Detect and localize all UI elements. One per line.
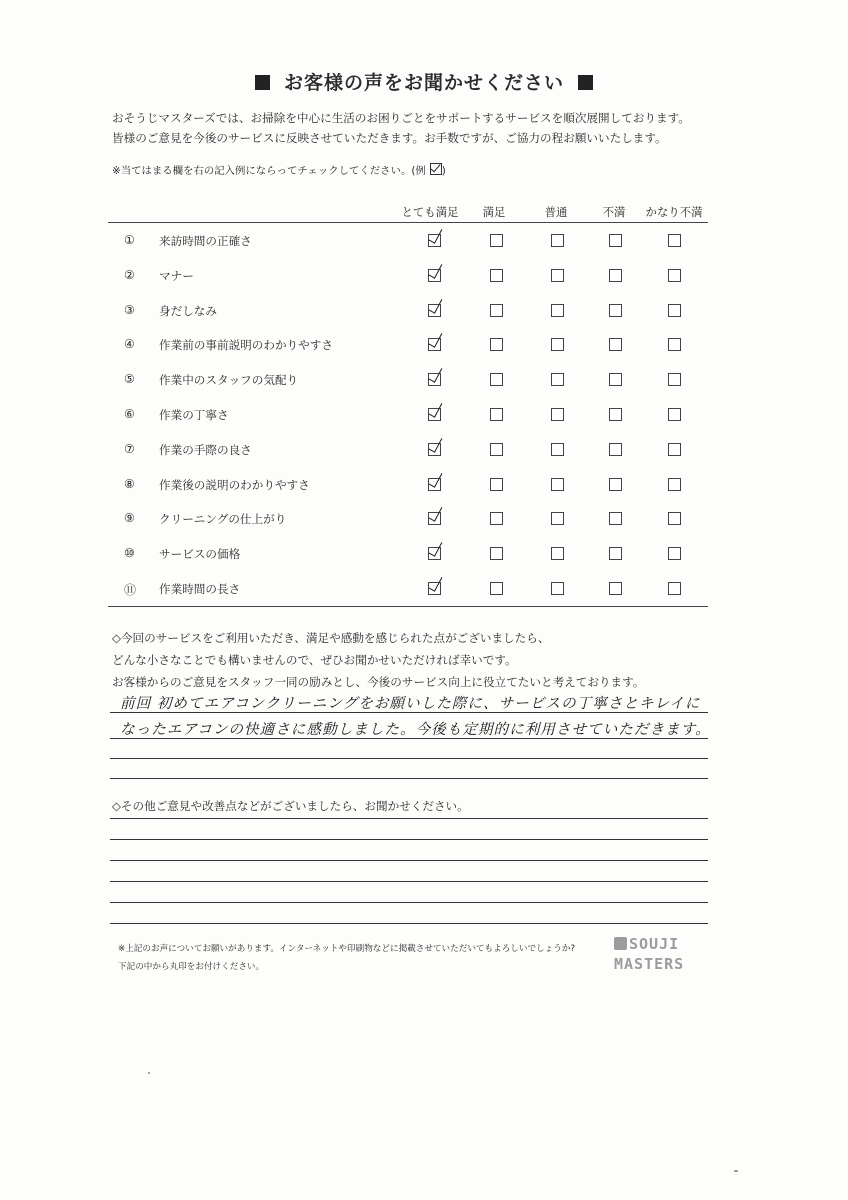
writing-line	[110, 818, 708, 819]
table-top-rule	[108, 222, 708, 223]
rating-checkbox-5[interactable]	[668, 408, 681, 421]
rating-checkbox-3[interactable]	[551, 373, 564, 386]
scan-speck	[734, 1170, 738, 1172]
handwritten-comment-line[interactable]: なったエアコンの快適さに感動しました。今後も定期的に利用させていただきます。	[120, 721, 711, 738]
scan-speck	[148, 1072, 150, 1074]
question-number: ⑩	[124, 546, 135, 561]
question-label: 来訪時間の正確さ	[159, 234, 252, 248]
question-row	[0, 470, 848, 500]
logo-line1: SOUJI	[629, 935, 680, 953]
section1-line: どんな小さなことでも構いませんので、ぜひお聞かせいただければ幸いです。	[112, 653, 517, 667]
writing-line	[110, 902, 708, 903]
writing-line	[110, 860, 708, 861]
rating-checkbox-4[interactable]	[609, 234, 622, 247]
footer-note: ※上記のお声についてお願いがあります。インターネットや印刷物などに掲載させていただいてもよろしいでしょうか?	[118, 944, 576, 954]
intro-line: おそうじマスターズでは、お掃除を中心に生活のお困りごとをサポートするサービスを順次展開しております。	[112, 111, 690, 125]
header-very-dissatisfied: かなり不満	[645, 205, 703, 219]
title-text: お客様の声をお聞かせください	[283, 72, 564, 94]
rating-checkbox-1[interactable]	[428, 478, 441, 491]
rating-checkbox-2[interactable]	[490, 547, 503, 560]
writing-line	[110, 923, 708, 924]
section2-line: ◇その他ご意見や改善点などがございましたら、お聞かせください。	[112, 799, 469, 813]
souji-masters-logo	[614, 934, 684, 974]
rating-checkbox-1[interactable]	[428, 582, 441, 595]
instruction-text: ※当てはまる欄を右の記入例にならってチェックしてください。(例	[112, 165, 426, 177]
question-label: 作業時間の長さ	[159, 582, 241, 596]
rating-checkbox-2[interactable]	[490, 408, 503, 421]
rating-checkbox-5[interactable]	[668, 443, 681, 456]
square-bullet-icon	[578, 75, 593, 90]
rating-checkbox-1[interactable]	[428, 408, 441, 421]
question-number: ⑪	[124, 583, 137, 597]
rating-checkbox-3[interactable]	[551, 512, 564, 525]
header-neutral: 普通	[544, 205, 568, 219]
question-row	[0, 400, 848, 430]
question-row	[0, 226, 848, 256]
writing-line	[110, 881, 708, 882]
question-label: 作業前の事前説明のわかりやすさ	[159, 338, 333, 353]
question-row	[0, 539, 848, 569]
rating-checkbox-5[interactable]	[668, 269, 681, 282]
question-number: ③	[124, 302, 135, 317]
rating-checkbox-2[interactable]	[490, 304, 503, 317]
rating-checkbox-5[interactable]	[668, 304, 681, 317]
page-title	[0, 68, 848, 95]
logo-line2: MASTERS	[614, 955, 685, 973]
logo-mark-icon	[614, 937, 627, 950]
rating-checkbox-1[interactable]	[428, 512, 441, 525]
rating-checkbox-5[interactable]	[668, 373, 681, 386]
square-bullet-icon	[255, 75, 270, 90]
writing-line	[110, 758, 708, 759]
rating-checkbox-3[interactable]	[551, 338, 564, 351]
question-label: 作業の手際の良さ	[159, 442, 252, 457]
question-row	[0, 330, 848, 360]
header-very-satisfied: とても満足	[401, 205, 459, 219]
rating-checkbox-4[interactable]	[609, 478, 622, 491]
rating-checkbox-3[interactable]	[551, 234, 564, 247]
rating-checkbox-4[interactable]	[609, 547, 622, 560]
rating-checkbox-1[interactable]	[428, 547, 441, 560]
rating-checkbox-4[interactable]	[609, 269, 622, 282]
rating-checkbox-5[interactable]	[668, 478, 681, 491]
rating-checkbox-4[interactable]	[609, 338, 622, 351]
question-label: 作業後の説明のわかりやすさ	[159, 477, 310, 492]
question-label: マナー	[159, 268, 194, 283]
rating-checkbox-1[interactable]	[428, 443, 441, 456]
header-dissatisfied: 不満	[602, 205, 626, 219]
rating-checkbox-1[interactable]	[428, 269, 441, 282]
question-row	[0, 261, 848, 291]
question-row	[0, 365, 848, 395]
rating-checkbox-5[interactable]	[668, 512, 681, 525]
question-number: ⑦	[124, 441, 135, 456]
rating-checkbox-2[interactable]	[490, 512, 503, 525]
rating-checkbox-3[interactable]	[551, 478, 564, 491]
rating-checkbox-2[interactable]	[490, 443, 503, 456]
rating-checkbox-2[interactable]	[490, 269, 503, 282]
section1-line: お客様からのご意見をスタッフ一同の励みとし、今後のサービス向上に役立てたいと考えております。	[112, 675, 645, 689]
rating-checkbox-5[interactable]	[668, 582, 681, 595]
question-number: ⑤	[124, 372, 135, 387]
question-label: サービスの価格	[159, 547, 241, 562]
question-number: ④	[124, 337, 135, 352]
section1-line: ◇今回のサービスをご利用いただき、満足や感動を感じられた点がございましたら、	[112, 631, 550, 645]
intro-line: 皆様のご意見を今後のサービスに反映させていただきます。お手数ですが、ご協力の程お願いいたします。	[112, 131, 667, 145]
rating-checkbox-1[interactable]	[428, 234, 441, 247]
question-label: 身だしなみ	[159, 303, 217, 318]
rating-checkbox-3[interactable]	[551, 408, 564, 421]
question-label: 作業中のスタッフの気配り	[159, 373, 299, 388]
rating-checkbox-2[interactable]	[490, 338, 503, 351]
rating-checkbox-3[interactable]	[551, 304, 564, 317]
rating-checkbox-2[interactable]	[490, 234, 503, 247]
question-row	[0, 296, 848, 326]
writing-line	[110, 712, 708, 713]
rating-checkbox-4[interactable]	[609, 582, 622, 595]
rating-checkbox-2[interactable]	[490, 373, 503, 386]
writing-line	[110, 738, 708, 739]
rating-checkbox-3[interactable]	[551, 443, 564, 456]
rating-checkbox-1[interactable]	[428, 304, 441, 317]
question-number: ⑥	[124, 407, 135, 421]
rating-checkbox-4[interactable]	[609, 408, 622, 421]
question-number: ①	[124, 233, 135, 247]
question-row	[0, 574, 848, 604]
table-bottom-rule	[108, 606, 708, 607]
rating-checkbox-5[interactable]	[668, 234, 681, 247]
writing-line	[110, 839, 708, 840]
question-row	[0, 435, 848, 465]
rating-checkbox-5[interactable]	[668, 547, 681, 560]
question-label: 作業の丁寧さ	[159, 408, 229, 422]
handwritten-comment-line[interactable]: 前回 初めてエアコンクリーニングをお願いした際に、サービスの丁寧さとキレイに	[120, 695, 701, 712]
rating-checkbox-4[interactable]	[609, 304, 622, 317]
rating-checkbox-1[interactable]	[428, 373, 441, 386]
example-checkbox-icon	[430, 163, 442, 175]
rating-checkbox-5[interactable]	[668, 338, 681, 351]
rating-checkbox-3[interactable]	[551, 269, 564, 282]
instruction-note	[112, 162, 446, 177]
instruction-close: )	[441, 165, 446, 177]
header-satisfied: 満足	[482, 205, 506, 219]
question-label: クリーニングの仕上がり	[159, 512, 287, 527]
rating-checkbox-3[interactable]	[551, 582, 564, 595]
rating-checkbox-3[interactable]	[551, 547, 564, 560]
rating-checkbox-1[interactable]	[428, 338, 441, 351]
intro-text	[112, 108, 690, 148]
rating-checkbox-4[interactable]	[609, 373, 622, 386]
rating-checkbox-2[interactable]	[490, 582, 503, 595]
question-number: ⑨	[124, 511, 135, 526]
rating-checkbox-4[interactable]	[609, 443, 622, 456]
question-number: ⑧	[124, 476, 135, 491]
footer-note: 下記の中から丸印をお付けください。	[118, 962, 265, 972]
writing-line	[110, 778, 708, 779]
rating-checkbox-4[interactable]	[609, 512, 622, 525]
rating-checkbox-2[interactable]	[490, 478, 503, 491]
question-number: ②	[124, 267, 135, 282]
question-row	[0, 504, 848, 534]
